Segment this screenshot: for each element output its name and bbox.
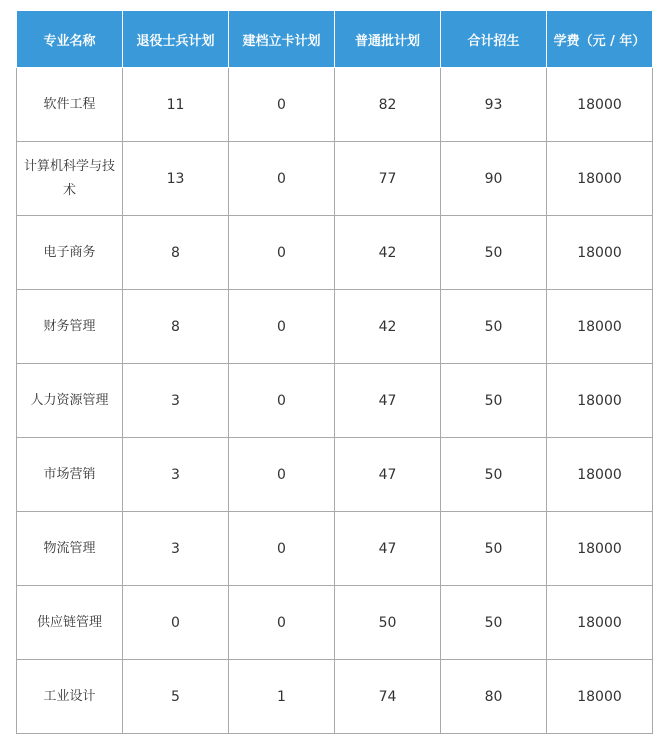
total-enrollment-cell: 50 <box>441 290 547 364</box>
regular-batch-plan-cell: 82 <box>335 68 441 142</box>
table-row <box>17 216 653 290</box>
veteran-plan-cell: 5 <box>123 660 229 734</box>
regular-batch-plan-cell: 77 <box>335 142 441 216</box>
poverty-registered-plan-cell: 0 <box>229 68 335 142</box>
table-row <box>17 586 653 660</box>
table-row <box>17 290 653 364</box>
regular-batch-plan-cell: 47 <box>335 438 441 512</box>
table-header <box>17 11 653 68</box>
header-poverty-registered-plan: 建档立卡计划 <box>229 11 335 68</box>
major-name-cell: 人力资源管理 <box>17 364 123 438</box>
veteran-plan-cell: 13 <box>123 142 229 216</box>
major-name-cell: 供应链管理 <box>17 586 123 660</box>
major-name-cell: 计算机科学与技术 <box>17 142 123 216</box>
major-name-cell: 市场营销 <box>17 438 123 512</box>
veteran-plan-cell: 8 <box>123 290 229 364</box>
header-tuition: 学费（元 / 年） <box>547 11 653 68</box>
table-row <box>17 68 653 142</box>
major-name-cell: 财务管理 <box>17 290 123 364</box>
regular-batch-plan-cell: 50 <box>335 586 441 660</box>
total-enrollment-cell: 50 <box>441 512 547 586</box>
total-enrollment-cell: 90 <box>441 142 547 216</box>
header-major-name: 专业名称 <box>17 11 123 68</box>
tuition-cell: 18000 <box>547 290 653 364</box>
total-enrollment-cell: 93 <box>441 68 547 142</box>
table-row <box>17 142 653 216</box>
table-row <box>17 660 653 734</box>
poverty-registered-plan-cell: 0 <box>229 438 335 512</box>
veteran-plan-cell: 0 <box>123 586 229 660</box>
veteran-plan-cell: 3 <box>123 364 229 438</box>
poverty-registered-plan-cell: 0 <box>229 216 335 290</box>
total-enrollment-cell: 50 <box>441 586 547 660</box>
tuition-cell: 18000 <box>547 216 653 290</box>
enrollment-plan-table <box>16 10 653 734</box>
veteran-plan-cell: 8 <box>123 216 229 290</box>
major-name-cell: 工业设计 <box>17 660 123 734</box>
total-enrollment-cell: 50 <box>441 216 547 290</box>
tuition-cell: 18000 <box>547 68 653 142</box>
enrollment-plan-table-wrapper <box>16 10 653 734</box>
table-row <box>17 438 653 512</box>
table-body <box>17 68 653 734</box>
tuition-cell: 18000 <box>547 512 653 586</box>
poverty-registered-plan-cell: 1 <box>229 660 335 734</box>
table-row <box>17 512 653 586</box>
veteran-plan-cell: 11 <box>123 68 229 142</box>
regular-batch-plan-cell: 42 <box>335 216 441 290</box>
header-row <box>17 11 653 68</box>
tuition-cell: 18000 <box>547 438 653 512</box>
total-enrollment-cell: 80 <box>441 660 547 734</box>
poverty-registered-plan-cell: 0 <box>229 142 335 216</box>
major-name-cell: 软件工程 <box>17 68 123 142</box>
poverty-registered-plan-cell: 0 <box>229 290 335 364</box>
total-enrollment-cell: 50 <box>441 364 547 438</box>
poverty-registered-plan-cell: 0 <box>229 586 335 660</box>
header-regular-batch-plan: 普通批计划 <box>335 11 441 68</box>
veteran-plan-cell: 3 <box>123 438 229 512</box>
tuition-cell: 18000 <box>547 586 653 660</box>
header-total-enrollment: 合计招生 <box>441 11 547 68</box>
tuition-cell: 18000 <box>547 660 653 734</box>
header-veteran-plan: 退役士兵计划 <box>123 11 229 68</box>
table-row <box>17 364 653 438</box>
poverty-registered-plan-cell: 0 <box>229 364 335 438</box>
regular-batch-plan-cell: 42 <box>335 290 441 364</box>
regular-batch-plan-cell: 47 <box>335 364 441 438</box>
regular-batch-plan-cell: 74 <box>335 660 441 734</box>
tuition-cell: 18000 <box>547 364 653 438</box>
major-name-cell: 电子商务 <box>17 216 123 290</box>
total-enrollment-cell: 50 <box>441 438 547 512</box>
major-name-cell: 物流管理 <box>17 512 123 586</box>
regular-batch-plan-cell: 47 <box>335 512 441 586</box>
poverty-registered-plan-cell: 0 <box>229 512 335 586</box>
tuition-cell: 18000 <box>547 142 653 216</box>
veteran-plan-cell: 3 <box>123 512 229 586</box>
